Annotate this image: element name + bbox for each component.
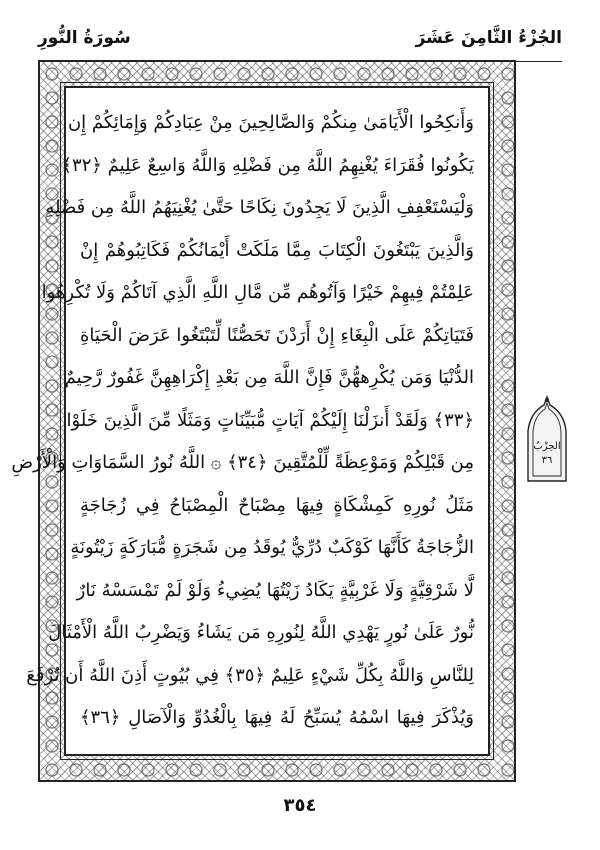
- page-number: ٣٥٤: [283, 795, 317, 816]
- page-header: [38, 22, 562, 62]
- hizb-number: ٣٦: [541, 455, 553, 466]
- verse-line: ﴿٣٣﴾ وَلَقَدْ أَنزَلْنَا إِلَيْكُمْ آيَاتٍ مُّبَيِّنَاتٍ وَمَثَلًا مِّنَ الَّذِينَ خَلَوْا: [66, 409, 474, 431]
- verse-line: الزُّجَاجَةُ كَأَنَّهَا كَوْكَبٌ دُرِّيٌّ يُوقَدُ مِن شَجَرَةٍ مُّبَارَكَةٍ زَيْتُونَةٍ: [70, 537, 474, 558]
- verse-line: وَيُذْكَرَ فِيهَا اسْمُهُ يُسَبِّحُ لَهُ فِيهَا بِالْغُدُوِّ وَالْآصَالِ ﴿٣٦﴾: [80, 707, 474, 728]
- text-panel: [11, 86, 490, 756]
- verse-line: الدُّنْيَا وَمَن يُكْرِههُّنَّ فَإِنَّ اللَّهَ مِن بَعْدِ إِكْرَاهِهِنَّ غَفُورٌ رَّحِيمٌ: [64, 367, 474, 388]
- verse-line: وَالَّذِينَ يَبْتَغُونَ الْكِتَابَ مِمَّا مَلَكَتْ أَيْمَانُكُمْ فَكَاتِبُوهُمْ إِنْ: [80, 239, 474, 261]
- ornamental-border: [11, 60, 516, 782]
- verse-line: لَّا شَرْقِيَّةٍ وَلَا غَرْبِيَّةٍ يَكَادُ زَيْتُهَا يُضِيءُ وَلَوْ لَمْ تَمْسَسْهُ نَارٌ: [76, 579, 474, 601]
- verses-block: [11, 102, 474, 740]
- juz-name: الجُزْءُ الثَّامِنَ عَشَرَ: [415, 28, 562, 48]
- verse-line: مَثَلُ نُورِهِ كَمِشْكَاةٍ فِيهَا مِصْبَاحٌ الْمِصْبَاحُ فِي زُجَاجَةٍ: [80, 494, 474, 516]
- verse-line: لِلنَّاسِ وَاللَّهُ بِكُلِّ شَيْءٍ عَلِيمٌ ﴿٣٥﴾ فِي بُيُوتٍ أَذِنَ اللَّهُ أَن تُرْفَعَ: [26, 664, 474, 686]
- verse-line: عَلِمْتُمْ فِيهِمْ خَيْرًا وَآتُوهُم مِّن مَّالِ اللَّهِ الَّذِي آتَاكُمْ وَلَا تُكْرِهُوا: [41, 282, 474, 303]
- verse-line: فَتَيَاتِكُمْ عَلَى الْبِغَاءِ إِنْ أَرَدْنَ تَحَصُّنًا لِّتَبْتَغُوا عَرَضَ الْحَيَاةِ: [80, 324, 474, 346]
- surah-name: سُورَةُ النُّورِ: [38, 28, 131, 48]
- hizb-marker: [524, 395, 570, 487]
- verse-line: وَأَنكِحُوا الْأَيَامَىٰ مِنكُمْ وَالصَّالِحِينَ مِنْ عِبَادِكُمْ وَإِمَائِكُمْ إِن: [67, 112, 474, 133]
- verse-line: نُّورٌ عَلَىٰ نُورٍ يَهْدِي اللَّهُ لِنُورِهِ مَن يَشَاءُ وَيَضْرِبُ اللَّهُ الْأَمْثَالَ: [48, 622, 474, 643]
- verse-line: يَكُونُوا فُقَرَاءَ يُغْنِهِمُ اللَّهُ مِن فَضْلِهِ وَاللَّهُ وَاسِعٌ عَلِيمٌ ﴿٣٢﴾: [61, 154, 474, 176]
- hizb-label: الحِزْبُ: [533, 441, 561, 452]
- verse-line: وَلْيَسْتَعْفِفِ الَّذِينَ لَا يَجِدُونَ نِكَاحًا حَتَّىٰ يُغْنِيَهُمُ اللَّهُ مِن فَضْلِهِ: [45, 197, 474, 218]
- verse-line: مِن قَبْلِكُمْ وَمَوْعِظَةً لِّلْمُتَّقِينَ ﴿٣٤﴾ ۞ اللَّهُ نُورُ السَّمَاوَاتِ وَالْأَرْضِ: [11, 452, 474, 473]
